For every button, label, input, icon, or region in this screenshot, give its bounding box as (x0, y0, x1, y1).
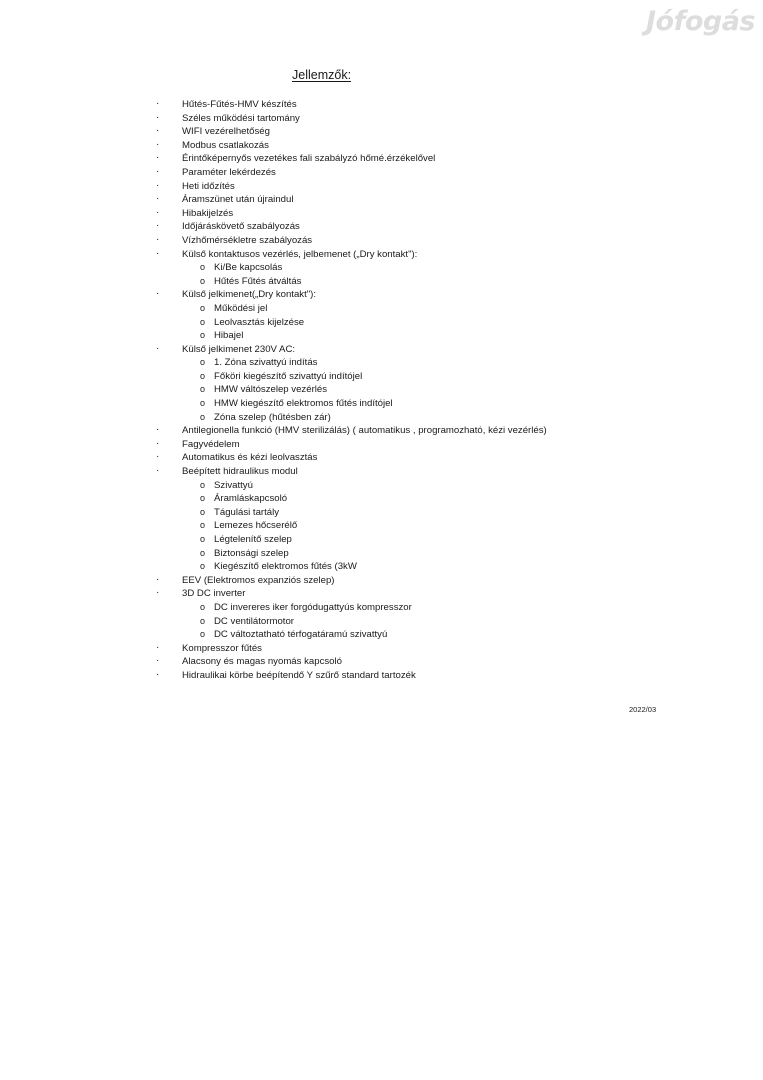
list-item (0, 451, 763, 465)
list-item-text: Kompresszor fűtés (182, 642, 262, 654)
bullet-marker: · (156, 233, 160, 245)
bullet-marker: · (156, 288, 160, 300)
sub-list-item (0, 356, 763, 370)
list-item-text: 1. Zóna szivattyú indítás (214, 357, 318, 369)
sub-bullet-marker: o (200, 493, 206, 504)
list-item-text: Modbus csatlakozás (182, 139, 269, 151)
list-item-text: EEV (Elektromos expanziós szelep) (182, 574, 335, 586)
list-item (0, 642, 763, 656)
list-item (0, 125, 763, 139)
sub-bullet-marker: o (200, 561, 206, 572)
list-item-text: Kiegészítő elektromos fűtés (3kW (214, 561, 357, 573)
list-item (0, 112, 763, 126)
list-item-text: HMW váltószelep vezérlés (214, 384, 328, 396)
list-item (0, 574, 763, 588)
list-item-text: Automatikus és kézi leolvasztás (182, 452, 318, 464)
list-item-text: Áramláskapcsoló (214, 493, 288, 505)
sub-bullet-marker: o (200, 384, 206, 395)
sub-list-item (0, 601, 763, 615)
list-item-text: DC invereres iker forgódugattyús kompresszor (214, 601, 412, 613)
bullet-marker: · (156, 138, 160, 150)
list-item (0, 424, 763, 438)
bullet-marker: · (156, 220, 160, 232)
list-item-text: Hidraulikai körbe beépítendő Y szűrő standard tartozék (182, 669, 416, 681)
list-item-text: Antilegionella funkció (HMV sterilizálás) ( automatikus , programozható, kézi vezérlés) (182, 425, 547, 437)
sub-list-item (0, 383, 763, 397)
list-item-text: Hűtés-Fűtés-HMV készítés (182, 99, 297, 110)
list-item (0, 234, 763, 248)
list-item-text: Tágulási tartály (214, 506, 280, 518)
sub-bullet-marker: o (200, 547, 206, 558)
watermark-logo: Jófogás (645, 6, 755, 37)
sub-list-item (0, 370, 763, 384)
list-item-text: Heti időzítés (182, 180, 235, 192)
sub-list-item (0, 560, 763, 574)
sub-list-item (0, 397, 763, 411)
bullet-marker: · (156, 111, 160, 123)
bullet-marker: · (156, 179, 160, 191)
list-item-text: Működési jel (214, 302, 268, 314)
list-item-text: Külső kontaktusos vezérlés, jelbemenet („Dry kontakt"): (182, 248, 418, 260)
list-item (0, 166, 763, 180)
bullet-marker: · (156, 206, 160, 218)
bullet-marker: · (156, 125, 160, 137)
sub-list-item (0, 479, 763, 493)
bullet-marker: · (156, 641, 160, 653)
list-item (0, 152, 763, 166)
list-item (0, 98, 763, 112)
sub-bullet-marker: o (200, 615, 206, 626)
list-item (0, 669, 763, 683)
bullet-marker: · (156, 573, 160, 585)
bullet-marker: · (156, 424, 160, 436)
sub-bullet-marker: o (200, 534, 206, 544)
bullet-marker: · (156, 342, 160, 354)
list-item-text: Külső jelkimenet 230V AC: (182, 343, 296, 355)
list-item-text: DC ventilátormotor (214, 615, 294, 627)
list-item-text: Főköri kiegészítő szivattyú indítójel (214, 370, 363, 382)
sub-bullet-marker: o (200, 370, 206, 381)
sub-list-item (0, 547, 763, 561)
list-item-text: Hűtés Fűtés átváltás (214, 275, 302, 287)
sub-list-item (0, 411, 763, 425)
list-item (0, 193, 763, 207)
feature-list (0, 98, 763, 683)
sub-bullet-marker: o (200, 398, 206, 409)
list-item (0, 207, 763, 221)
list-item-text: Légtelenítő szelep (214, 534, 292, 545)
list-item (0, 139, 763, 153)
list-item-text: Fagyvédelem (182, 438, 240, 450)
sub-bullet-marker: o (200, 262, 206, 273)
list-item (0, 343, 763, 357)
list-item-text: Beépített hidraulikus modul (182, 466, 298, 478)
page-title: Jellemzők: (292, 68, 352, 82)
sub-bullet-marker: o (200, 302, 206, 313)
list-item-text: HMW kiegészítő elektromos fűtés indítójel (214, 398, 393, 410)
sub-bullet-marker: o (200, 275, 206, 286)
list-item-text: Szivattyú (214, 479, 253, 491)
bullet-marker: · (156, 655, 160, 667)
list-item (0, 465, 763, 479)
bullet-marker: · (156, 451, 160, 463)
sub-list-item (0, 519, 763, 533)
list-item-text: Paraméter lekérdezés (182, 166, 276, 178)
bullet-marker: · (156, 668, 160, 680)
list-item-text: WIFI vezérelhetőség (182, 126, 270, 138)
sub-list-item (0, 302, 763, 316)
list-item-text: 3D DC inverter (182, 588, 246, 600)
bullet-marker: · (156, 165, 160, 177)
list-item-text: Ki/Be kapcsolás (214, 262, 283, 274)
sub-bullet-marker: o (200, 520, 206, 531)
list-item-text: Széles működési tartomány (182, 112, 300, 124)
list-item-text: Hibakijelzés (182, 207, 234, 219)
list-item-text: Érintőképernyős vezetékes fali szabályzó hőmé.érzékelővel (182, 153, 436, 165)
list-item (0, 220, 763, 234)
sub-list-item (0, 628, 763, 642)
list-item-text: Vízhőmérsékletre szabályozás (182, 234, 313, 246)
list-item (0, 438, 763, 452)
list-item-text: Lemezes hőcserélő (214, 520, 298, 532)
sub-bullet-marker: o (200, 316, 206, 327)
sub-bullet-marker: o (200, 411, 206, 422)
bullet-marker: · (156, 152, 160, 164)
list-item (0, 587, 763, 601)
sub-list-item (0, 615, 763, 629)
list-item-text: DC változtatható térfogatáramú szivattyú (214, 629, 388, 641)
sub-list-item (0, 506, 763, 520)
list-item-text: Leolvasztás kijelzése (214, 316, 305, 328)
sub-list-item (0, 329, 763, 343)
bullet-marker: · (156, 587, 160, 599)
sub-list-item (0, 492, 763, 506)
list-item (0, 655, 763, 669)
list-item-text: Időjáráskövető szabályozás (182, 221, 300, 233)
sub-list-item (0, 261, 763, 275)
list-item-text: Hibajel (214, 330, 244, 342)
list-item-text: Zóna szelep (hűtésben zár) (214, 411, 331, 423)
sub-bullet-marker: o (200, 506, 206, 517)
sub-list-item (0, 316, 763, 330)
bullet-marker: · (156, 98, 160, 109)
sub-list-item (0, 275, 763, 289)
bullet-marker: · (156, 465, 160, 477)
list-item-text: Alacsony és magas nyomás kapcsoló (182, 656, 342, 668)
bullet-marker: · (156, 193, 160, 205)
list-item-text: Biztonsági szelep (214, 547, 289, 559)
list-item-text: Külső jelkimenet(„Dry kontakt"): (182, 289, 317, 301)
document-date: 2022/03 (629, 705, 657, 714)
sub-bullet-marker: o (200, 330, 206, 341)
list-item-text: Áramszünet után újraindul (182, 194, 294, 206)
list-item (0, 248, 763, 262)
list-item (0, 180, 763, 194)
sub-bullet-marker: o (200, 629, 206, 640)
sub-list-item (0, 533, 763, 547)
sub-bullet-marker: o (200, 479, 206, 490)
bullet-marker: · (156, 437, 160, 449)
bullet-marker: · (156, 247, 160, 259)
sub-bullet-marker: o (200, 357, 206, 368)
list-item (0, 288, 763, 302)
sub-bullet-marker: o (200, 601, 206, 612)
